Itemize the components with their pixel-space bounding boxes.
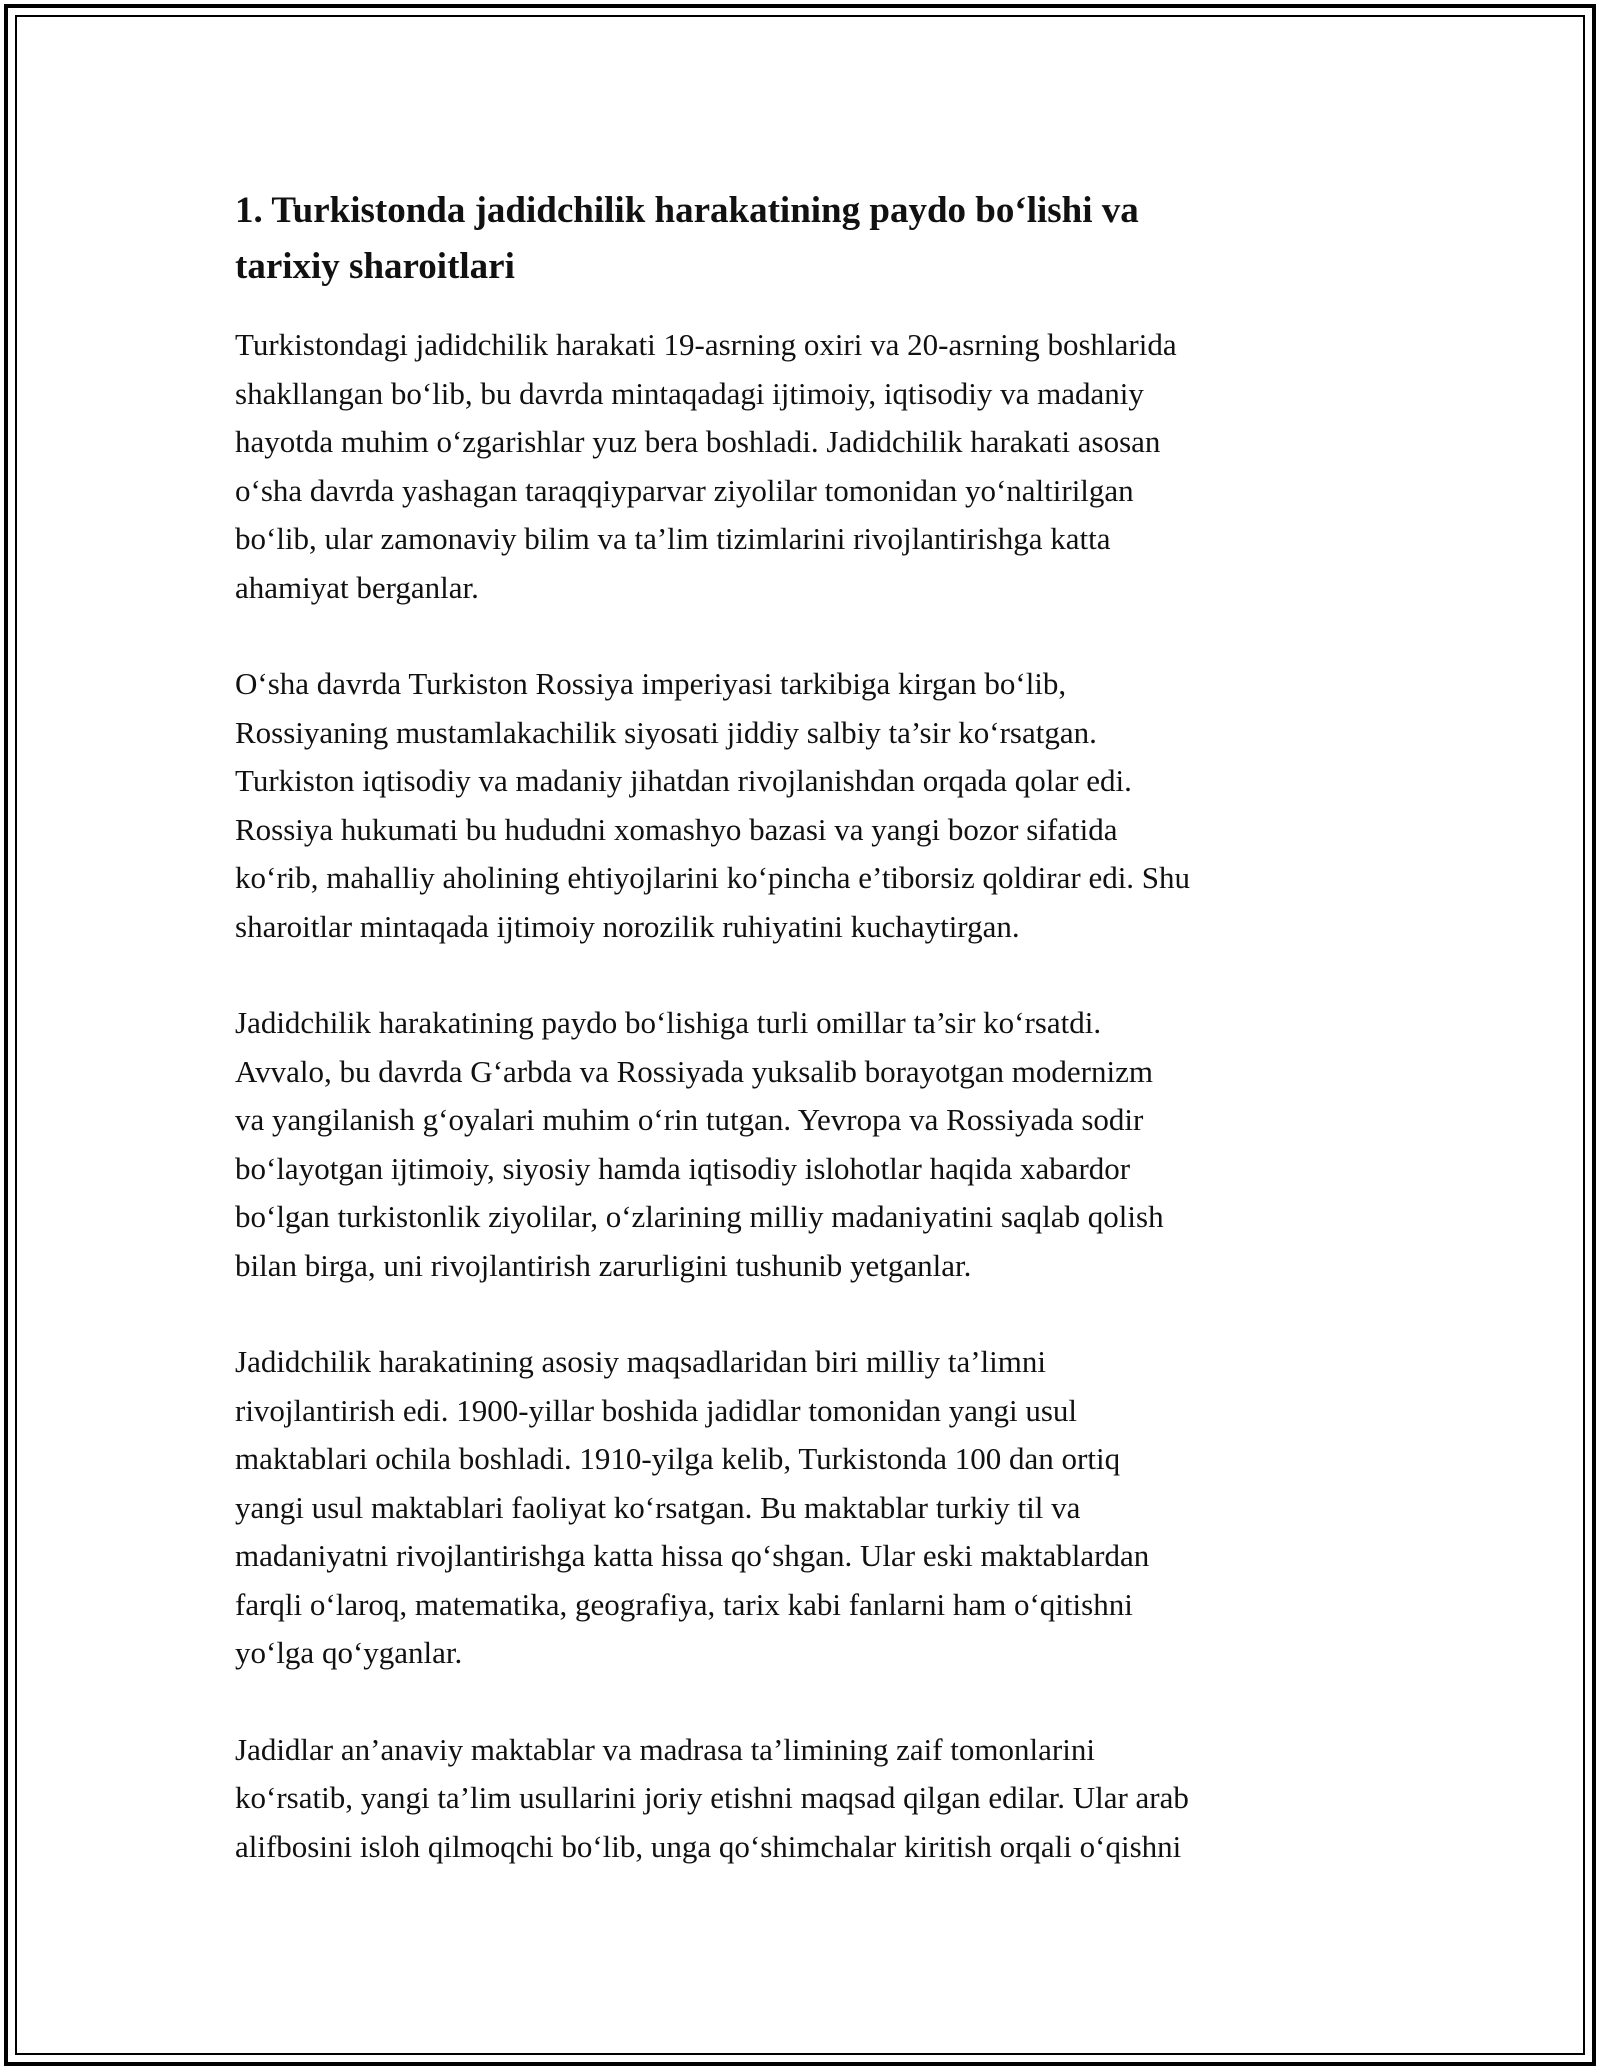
document-body [235,183,1375,1919]
paragraph-1: Turkistondagi jadidchilik harakati 19-asrning oxiri va 20-asrning boshlarida shakllangan bo‘lib, bu davrda mintaqadagi ijtimoiy, iqtisodiy va madaniy hayotda muhim o‘zgarishlar yuz bera boshladi. Jadidchilik harakati asosan o‘sha davrda yashagan taraqqiyparvar ziyolilar tomonidan yo‘naltirilgan bo‘lib, ular zamonaviy bilim va ta’lim tizimlarini rivojlantirishga katta ahamiyat berganlar. [235,327,1177,605]
paragraph-4: Jadidchilik harakatining asosiy maqsadlaridan biri milliy ta’limni rivojlantirish edi. 1900-yillar boshida jadidlar tomonidan yangi usul maktablari ochila boshladi. 1910-yilga kelib, Turkistonda 100 dan ortiq yangi usul maktablari faoliyat ko‘rsatgan. Bu maktablar turkiy til va madaniyatni rivojlantirishga katta hissa qo‘shgan. Ular eski maktablardan farqli o‘laroq, matematika, geografiya, tarix kabi fanlarni ham o‘qitishni yo‘lga qo‘yganlar. [235,1344,1150,1670]
paragraph-3: Jadidchilik harakatining paydo bo‘lishiga turli omillar ta’sir ko‘rsatdi. Avvalo, bu davrda G‘arbda va Rossiyada yuksalib borayotgan modernizm va yangilanish g‘oyalari muhim o‘rin tutgan. Yevropa va Rossiyada sodir bo‘layotgan ijtimoiy, siyosiy hamda iqtisodiy islohotlar haqida xabardor bo‘lgan turkistonlik ziyolilar, o‘zlarining milliy madaniyatini saqlab qolish bilan birga, uni rivojlantirish zarurligini tushunib yetganlar. [235,1005,1164,1283]
paragraph-2: O‘sha davrda Turkiston Rossiya imperiyasi tarkibiga kirgan bo‘lib, Rossiyaning mustamlakachilik siyosati jiddiy salbiy ta’sir ko‘rsatgan. Turkiston iqtisodiy va madaniy jihatdan rivojlanishdan orqada qolar edi. Rossiya hukumati bu hududni xomashyo bazasi va yangi bozor sifatida ko‘rib, mahalliy aholining ehtiyojlarini ko‘pincha e’tiborsiz qoldirar edi. Shu sharoitlar mintaqada ijtimoiy norozilik ruhiyatini kuchaytirgan. [235,666,1191,944]
section-heading: 1. Turkistonda jadidchilik harakatining paydo bo‘lishi va tarixiy sharoitlari [235,190,1139,287]
paragraph-5: Jadidlar an’anaviy maktablar va madrasa ta’limining zaif tomonlarini ko‘rsatib, yangi ta’lim usullarini joriy etishni maqsad qilgan edilar. Ular arab alifbosini isloh qilmoqchi bo‘lib, unga qo‘shimchalar kiritish orqali o‘qishni [235,1731,1189,1864]
